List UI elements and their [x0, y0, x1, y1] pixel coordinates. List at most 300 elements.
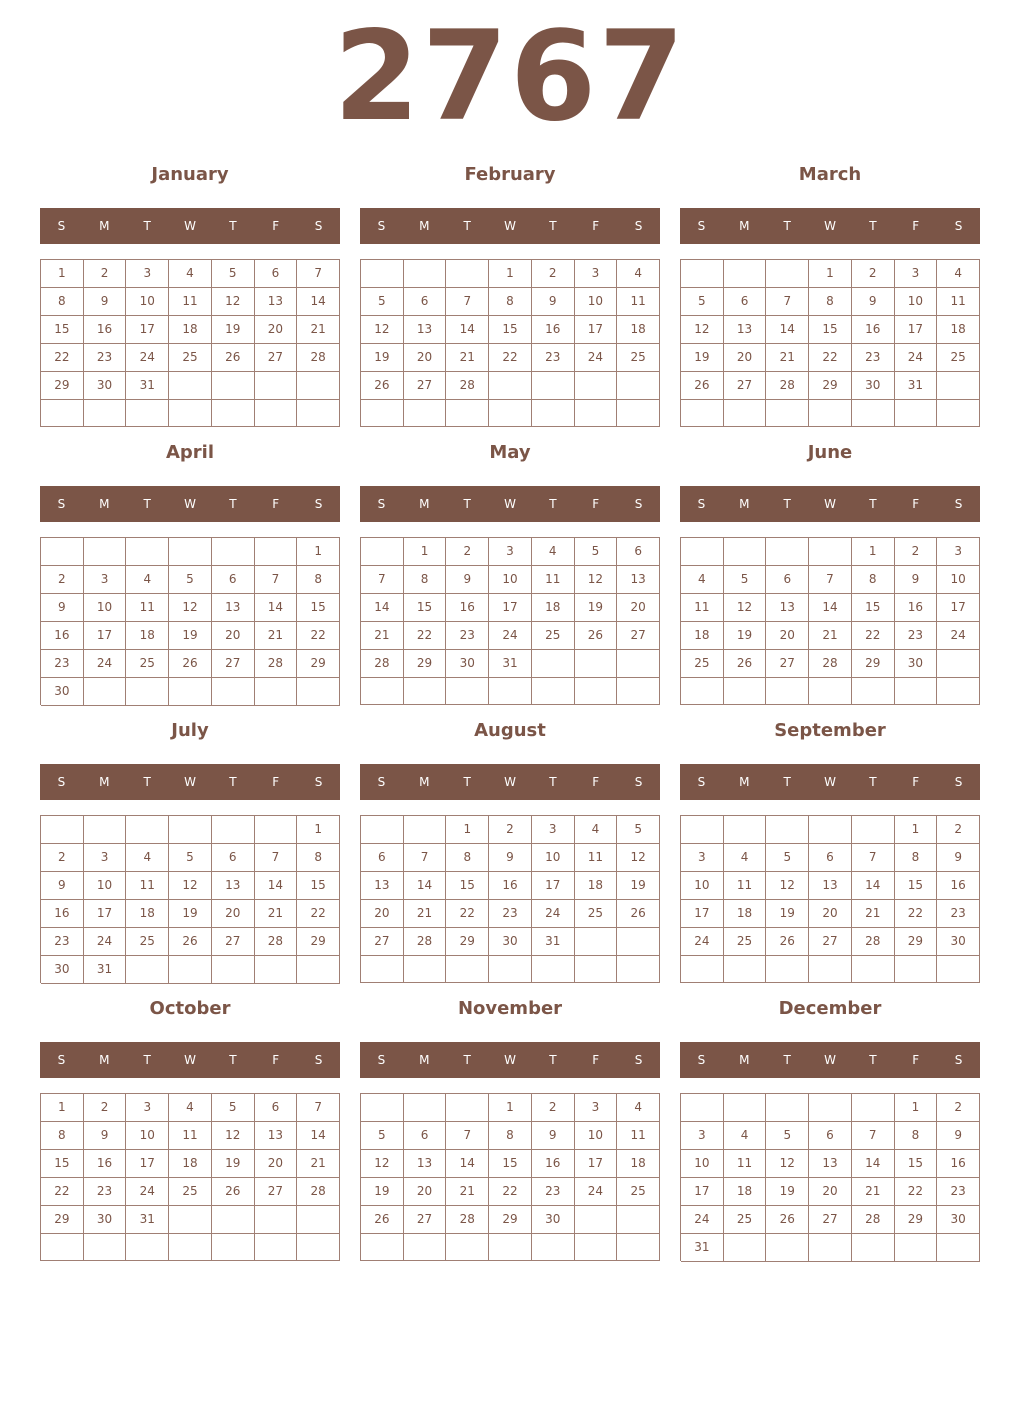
day-cell[interactable]: 8 [895, 844, 938, 872]
day-cell[interactable]: 9 [41, 594, 84, 622]
day-cell[interactable]: 27 [404, 1206, 447, 1234]
day-cell[interactable]: 17 [84, 900, 127, 928]
day-cell[interactable]: 30 [852, 372, 895, 400]
day-cell[interactable]: 15 [489, 1150, 532, 1178]
day-cell[interactable]: 22 [41, 344, 84, 372]
day-cell[interactable]: 2 [895, 538, 938, 566]
day-cell[interactable]: 1 [41, 260, 84, 288]
day-cell[interactable]: 17 [126, 316, 169, 344]
day-cell[interactable]: 4 [724, 1122, 767, 1150]
day-cell[interactable]: 3 [489, 538, 532, 566]
day-cell[interactable]: 17 [895, 316, 938, 344]
day-cell[interactable]: 14 [297, 288, 340, 316]
day-cell[interactable]: 14 [446, 1150, 489, 1178]
day-cell[interactable]: 9 [895, 566, 938, 594]
day-cell[interactable]: 2 [84, 260, 127, 288]
day-cell[interactable]: 1 [297, 538, 340, 566]
day-cell[interactable]: 24 [84, 650, 127, 678]
day-cell[interactable]: 30 [41, 678, 84, 706]
day-cell[interactable]: 24 [681, 1206, 724, 1234]
day-cell[interactable]: 23 [895, 622, 938, 650]
day-cell[interactable]: 12 [212, 288, 255, 316]
day-cell[interactable]: 2 [446, 538, 489, 566]
day-cell[interactable]: 10 [489, 566, 532, 594]
day-cell[interactable]: 6 [255, 1094, 298, 1122]
day-cell[interactable]: 26 [361, 1206, 404, 1234]
day-cell[interactable]: 28 [297, 344, 340, 372]
day-cell[interactable]: 10 [575, 288, 618, 316]
day-cell[interactable]: 18 [169, 316, 212, 344]
day-cell[interactable]: 1 [809, 260, 852, 288]
day-cell[interactable]: 4 [169, 260, 212, 288]
day-cell[interactable]: 27 [766, 650, 809, 678]
day-cell[interactable]: 3 [575, 260, 618, 288]
day-cell[interactable]: 25 [169, 1178, 212, 1206]
day-cell[interactable]: 20 [255, 1150, 298, 1178]
day-cell[interactable]: 19 [212, 1150, 255, 1178]
day-cell[interactable]: 7 [809, 566, 852, 594]
day-cell[interactable]: 16 [446, 594, 489, 622]
day-cell[interactable]: 30 [937, 1206, 980, 1234]
day-cell[interactable]: 23 [84, 1178, 127, 1206]
day-cell[interactable]: 30 [41, 956, 84, 984]
day-cell[interactable]: 13 [766, 594, 809, 622]
day-cell[interactable]: 26 [766, 1206, 809, 1234]
day-cell[interactable]: 13 [361, 872, 404, 900]
day-cell[interactable]: 9 [446, 566, 489, 594]
day-cell[interactable]: 1 [41, 1094, 84, 1122]
day-cell[interactable]: 24 [681, 928, 724, 956]
day-cell[interactable]: 23 [446, 622, 489, 650]
day-cell[interactable]: 16 [937, 1150, 980, 1178]
day-cell[interactable]: 23 [532, 1178, 575, 1206]
day-cell[interactable]: 1 [895, 1094, 938, 1122]
day-cell[interactable]: 3 [84, 844, 127, 872]
day-cell[interactable]: 18 [575, 872, 618, 900]
day-cell[interactable]: 20 [404, 344, 447, 372]
day-cell[interactable]: 29 [297, 928, 340, 956]
day-cell[interactable]: 7 [446, 288, 489, 316]
day-cell[interactable]: 26 [617, 900, 660, 928]
day-cell[interactable]: 4 [724, 844, 767, 872]
day-cell[interactable]: 17 [681, 1178, 724, 1206]
day-cell[interactable]: 21 [446, 1178, 489, 1206]
day-cell[interactable]: 23 [84, 344, 127, 372]
day-cell[interactable]: 13 [809, 872, 852, 900]
day-cell[interactable]: 9 [84, 288, 127, 316]
day-cell[interactable]: 13 [404, 1150, 447, 1178]
day-cell[interactable]: 27 [361, 928, 404, 956]
day-cell[interactable]: 1 [852, 538, 895, 566]
day-cell[interactable]: 3 [575, 1094, 618, 1122]
day-cell[interactable]: 16 [937, 872, 980, 900]
day-cell[interactable]: 25 [169, 344, 212, 372]
day-cell[interactable]: 28 [852, 1206, 895, 1234]
day-cell[interactable]: 25 [532, 622, 575, 650]
day-cell[interactable]: 14 [852, 1150, 895, 1178]
day-cell[interactable]: 28 [255, 650, 298, 678]
day-cell[interactable]: 12 [169, 594, 212, 622]
day-cell[interactable]: 8 [297, 566, 340, 594]
day-cell[interactable]: 5 [169, 566, 212, 594]
day-cell[interactable]: 29 [489, 1206, 532, 1234]
day-cell[interactable]: 10 [895, 288, 938, 316]
day-cell[interactable]: 15 [895, 1150, 938, 1178]
day-cell[interactable]: 16 [41, 622, 84, 650]
day-cell[interactable]: 14 [404, 872, 447, 900]
day-cell[interactable]: 8 [446, 844, 489, 872]
day-cell[interactable]: 6 [766, 566, 809, 594]
day-cell[interactable]: 31 [126, 372, 169, 400]
day-cell[interactable]: 2 [532, 260, 575, 288]
day-cell[interactable]: 9 [937, 844, 980, 872]
day-cell[interactable]: 31 [681, 1234, 724, 1262]
day-cell[interactable]: 20 [361, 900, 404, 928]
day-cell[interactable]: 3 [681, 844, 724, 872]
day-cell[interactable]: 27 [809, 928, 852, 956]
day-cell[interactable]: 28 [404, 928, 447, 956]
day-cell[interactable]: 13 [255, 1122, 298, 1150]
day-cell[interactable]: 21 [852, 1178, 895, 1206]
day-cell[interactable]: 22 [852, 622, 895, 650]
day-cell[interactable]: 24 [937, 622, 980, 650]
day-cell[interactable]: 30 [446, 650, 489, 678]
day-cell[interactable]: 21 [255, 622, 298, 650]
day-cell[interactable]: 19 [724, 622, 767, 650]
day-cell[interactable]: 1 [895, 816, 938, 844]
day-cell[interactable]: 21 [852, 900, 895, 928]
day-cell[interactable]: 8 [809, 288, 852, 316]
day-cell[interactable]: 22 [895, 1178, 938, 1206]
day-cell[interactable]: 1 [489, 260, 532, 288]
day-cell[interactable]: 28 [446, 1206, 489, 1234]
day-cell[interactable]: 11 [532, 566, 575, 594]
day-cell[interactable]: 22 [297, 900, 340, 928]
day-cell[interactable]: 21 [361, 622, 404, 650]
day-cell[interactable]: 23 [41, 650, 84, 678]
day-cell[interactable]: 15 [41, 316, 84, 344]
day-cell[interactable]: 6 [212, 566, 255, 594]
day-cell[interactable]: 30 [937, 928, 980, 956]
day-cell[interactable]: 24 [84, 928, 127, 956]
day-cell[interactable]: 3 [126, 260, 169, 288]
day-cell[interactable]: 25 [126, 650, 169, 678]
day-cell[interactable]: 16 [895, 594, 938, 622]
day-cell[interactable]: 16 [532, 1150, 575, 1178]
day-cell[interactable]: 28 [446, 372, 489, 400]
day-cell[interactable]: 7 [766, 288, 809, 316]
day-cell[interactable]: 25 [937, 344, 980, 372]
day-cell[interactable]: 7 [446, 1122, 489, 1150]
day-cell[interactable]: 2 [489, 816, 532, 844]
day-cell[interactable]: 15 [489, 316, 532, 344]
day-cell[interactable]: 11 [937, 288, 980, 316]
day-cell[interactable]: 15 [446, 872, 489, 900]
day-cell[interactable]: 8 [404, 566, 447, 594]
day-cell[interactable]: 6 [255, 260, 298, 288]
day-cell[interactable]: 9 [41, 872, 84, 900]
day-cell[interactable]: 22 [446, 900, 489, 928]
day-cell[interactable]: 5 [212, 260, 255, 288]
day-cell[interactable]: 24 [126, 1178, 169, 1206]
day-cell[interactable]: 7 [255, 844, 298, 872]
day-cell[interactable]: 4 [169, 1094, 212, 1122]
day-cell[interactable]: 20 [404, 1178, 447, 1206]
day-cell[interactable]: 18 [617, 1150, 660, 1178]
day-cell[interactable]: 19 [766, 1178, 809, 1206]
day-cell[interactable]: 19 [617, 872, 660, 900]
day-cell[interactable]: 3 [895, 260, 938, 288]
day-cell[interactable]: 18 [724, 1178, 767, 1206]
day-cell[interactable]: 11 [724, 1150, 767, 1178]
day-cell[interactable]: 21 [297, 316, 340, 344]
day-cell[interactable]: 6 [809, 844, 852, 872]
day-cell[interactable]: 20 [212, 622, 255, 650]
day-cell[interactable]: 2 [852, 260, 895, 288]
day-cell[interactable]: 26 [681, 372, 724, 400]
day-cell[interactable]: 11 [724, 872, 767, 900]
day-cell[interactable]: 6 [361, 844, 404, 872]
day-cell[interactable]: 4 [617, 260, 660, 288]
day-cell[interactable]: 28 [361, 650, 404, 678]
day-cell[interactable]: 22 [489, 1178, 532, 1206]
day-cell[interactable]: 26 [169, 928, 212, 956]
day-cell[interactable]: 21 [255, 900, 298, 928]
day-cell[interactable]: 2 [937, 1094, 980, 1122]
day-cell[interactable]: 17 [575, 316, 618, 344]
day-cell[interactable]: 28 [809, 650, 852, 678]
day-cell[interactable]: 17 [681, 900, 724, 928]
day-cell[interactable]: 15 [852, 594, 895, 622]
day-cell[interactable]: 9 [852, 288, 895, 316]
day-cell[interactable]: 14 [255, 872, 298, 900]
day-cell[interactable]: 21 [809, 622, 852, 650]
day-cell[interactable]: 22 [809, 344, 852, 372]
day-cell[interactable]: 25 [724, 928, 767, 956]
day-cell[interactable]: 19 [212, 316, 255, 344]
day-cell[interactable]: 18 [169, 1150, 212, 1178]
day-cell[interactable]: 8 [489, 1122, 532, 1150]
day-cell[interactable]: 29 [895, 1206, 938, 1234]
day-cell[interactable]: 12 [724, 594, 767, 622]
day-cell[interactable]: 27 [724, 372, 767, 400]
day-cell[interactable]: 5 [575, 538, 618, 566]
day-cell[interactable]: 6 [724, 288, 767, 316]
day-cell[interactable]: 30 [84, 1206, 127, 1234]
day-cell[interactable]: 5 [361, 1122, 404, 1150]
day-cell[interactable]: 26 [212, 1178, 255, 1206]
day-cell[interactable]: 11 [617, 1122, 660, 1150]
day-cell[interactable]: 8 [852, 566, 895, 594]
day-cell[interactable]: 24 [126, 344, 169, 372]
day-cell[interactable]: 17 [489, 594, 532, 622]
day-cell[interactable]: 12 [766, 1150, 809, 1178]
day-cell[interactable]: 28 [255, 928, 298, 956]
day-cell[interactable]: 31 [532, 928, 575, 956]
day-cell[interactable]: 18 [724, 900, 767, 928]
day-cell[interactable]: 3 [532, 816, 575, 844]
day-cell[interactable]: 23 [489, 900, 532, 928]
day-cell[interactable]: 11 [169, 1122, 212, 1150]
day-cell[interactable]: 20 [617, 594, 660, 622]
day-cell[interactable]: 28 [766, 372, 809, 400]
day-cell[interactable]: 28 [297, 1178, 340, 1206]
day-cell[interactable]: 16 [84, 1150, 127, 1178]
day-cell[interactable]: 7 [297, 1094, 340, 1122]
day-cell[interactable]: 3 [937, 538, 980, 566]
day-cell[interactable]: 4 [532, 538, 575, 566]
day-cell[interactable]: 22 [489, 344, 532, 372]
day-cell[interactable]: 4 [681, 566, 724, 594]
day-cell[interactable]: 22 [41, 1178, 84, 1206]
day-cell[interactable]: 26 [575, 622, 618, 650]
day-cell[interactable]: 19 [575, 594, 618, 622]
day-cell[interactable]: 5 [766, 1122, 809, 1150]
day-cell[interactable]: 29 [809, 372, 852, 400]
day-cell[interactable]: 20 [809, 1178, 852, 1206]
day-cell[interactable]: 26 [724, 650, 767, 678]
day-cell[interactable]: 12 [766, 872, 809, 900]
day-cell[interactable]: 15 [297, 872, 340, 900]
day-cell[interactable]: 8 [895, 1122, 938, 1150]
day-cell[interactable]: 23 [532, 344, 575, 372]
day-cell[interactable]: 25 [617, 344, 660, 372]
day-cell[interactable]: 8 [41, 1122, 84, 1150]
day-cell[interactable]: 12 [575, 566, 618, 594]
day-cell[interactable]: 2 [532, 1094, 575, 1122]
day-cell[interactable]: 19 [361, 344, 404, 372]
day-cell[interactable]: 6 [617, 538, 660, 566]
day-cell[interactable]: 5 [212, 1094, 255, 1122]
day-cell[interactable]: 9 [937, 1122, 980, 1150]
day-cell[interactable]: 29 [41, 1206, 84, 1234]
day-cell[interactable]: 18 [937, 316, 980, 344]
day-cell[interactable]: 15 [41, 1150, 84, 1178]
day-cell[interactable]: 20 [255, 316, 298, 344]
day-cell[interactable]: 25 [681, 650, 724, 678]
day-cell[interactable]: 10 [126, 288, 169, 316]
day-cell[interactable]: 5 [361, 288, 404, 316]
day-cell[interactable]: 27 [255, 344, 298, 372]
day-cell[interactable]: 24 [575, 1178, 618, 1206]
day-cell[interactable]: 4 [575, 816, 618, 844]
day-cell[interactable]: 5 [724, 566, 767, 594]
day-cell[interactable]: 19 [169, 900, 212, 928]
day-cell[interactable]: 17 [532, 872, 575, 900]
day-cell[interactable]: 9 [84, 1122, 127, 1150]
day-cell[interactable]: 23 [937, 900, 980, 928]
day-cell[interactable]: 15 [404, 594, 447, 622]
day-cell[interactable]: 23 [852, 344, 895, 372]
day-cell[interactable]: 2 [937, 816, 980, 844]
day-cell[interactable]: 26 [212, 344, 255, 372]
day-cell[interactable]: 30 [895, 650, 938, 678]
day-cell[interactable]: 8 [489, 288, 532, 316]
day-cell[interactable]: 27 [255, 1178, 298, 1206]
day-cell[interactable]: 29 [852, 650, 895, 678]
day-cell[interactable]: 12 [361, 1150, 404, 1178]
day-cell[interactable]: 10 [681, 872, 724, 900]
day-cell[interactable]: 31 [126, 1206, 169, 1234]
day-cell[interactable]: 31 [489, 650, 532, 678]
day-cell[interactable]: 20 [724, 344, 767, 372]
day-cell[interactable]: 5 [681, 288, 724, 316]
day-cell[interactable]: 26 [169, 650, 212, 678]
day-cell[interactable]: 2 [41, 566, 84, 594]
day-cell[interactable]: 12 [169, 872, 212, 900]
day-cell[interactable]: 16 [84, 316, 127, 344]
day-cell[interactable]: 22 [297, 622, 340, 650]
day-cell[interactable]: 1 [489, 1094, 532, 1122]
day-cell[interactable]: 20 [212, 900, 255, 928]
day-cell[interactable]: 13 [255, 288, 298, 316]
day-cell[interactable]: 27 [404, 372, 447, 400]
day-cell[interactable]: 18 [617, 316, 660, 344]
day-cell[interactable]: 20 [809, 900, 852, 928]
day-cell[interactable]: 4 [937, 260, 980, 288]
day-cell[interactable]: 4 [126, 844, 169, 872]
day-cell[interactable]: 7 [852, 844, 895, 872]
day-cell[interactable]: 18 [126, 900, 169, 928]
day-cell[interactable]: 29 [446, 928, 489, 956]
day-cell[interactable]: 12 [617, 844, 660, 872]
day-cell[interactable]: 11 [681, 594, 724, 622]
day-cell[interactable]: 26 [766, 928, 809, 956]
day-cell[interactable]: 1 [446, 816, 489, 844]
day-cell[interactable]: 6 [404, 288, 447, 316]
day-cell[interactable]: 14 [809, 594, 852, 622]
day-cell[interactable]: 6 [212, 844, 255, 872]
day-cell[interactable]: 18 [681, 622, 724, 650]
day-cell[interactable]: 7 [361, 566, 404, 594]
day-cell[interactable]: 21 [297, 1150, 340, 1178]
day-cell[interactable]: 12 [681, 316, 724, 344]
day-cell[interactable]: 5 [169, 844, 212, 872]
day-cell[interactable]: 27 [809, 1206, 852, 1234]
day-cell[interactable]: 9 [532, 1122, 575, 1150]
day-cell[interactable]: 7 [297, 260, 340, 288]
day-cell[interactable]: 13 [809, 1150, 852, 1178]
day-cell[interactable]: 19 [361, 1178, 404, 1206]
day-cell[interactable]: 21 [446, 344, 489, 372]
day-cell[interactable]: 24 [895, 344, 938, 372]
day-cell[interactable]: 16 [532, 316, 575, 344]
day-cell[interactable]: 2 [41, 844, 84, 872]
day-cell[interactable]: 12 [212, 1122, 255, 1150]
day-cell[interactable]: 27 [617, 622, 660, 650]
day-cell[interactable]: 19 [766, 900, 809, 928]
day-cell[interactable]: 15 [895, 872, 938, 900]
day-cell[interactable]: 11 [126, 594, 169, 622]
day-cell[interactable]: 23 [937, 1178, 980, 1206]
day-cell[interactable]: 10 [681, 1150, 724, 1178]
day-cell[interactable]: 22 [895, 900, 938, 928]
day-cell[interactable]: 14 [297, 1122, 340, 1150]
day-cell[interactable]: 18 [532, 594, 575, 622]
day-cell[interactable]: 19 [169, 622, 212, 650]
day-cell[interactable]: 3 [681, 1122, 724, 1150]
day-cell[interactable]: 29 [297, 650, 340, 678]
day-cell[interactable]: 7 [404, 844, 447, 872]
day-cell[interactable]: 8 [41, 288, 84, 316]
day-cell[interactable]: 22 [404, 622, 447, 650]
day-cell[interactable]: 29 [404, 650, 447, 678]
day-cell[interactable]: 25 [617, 1178, 660, 1206]
day-cell[interactable]: 26 [361, 372, 404, 400]
day-cell[interactable]: 28 [852, 928, 895, 956]
day-cell[interactable]: 7 [255, 566, 298, 594]
day-cell[interactable]: 10 [575, 1122, 618, 1150]
